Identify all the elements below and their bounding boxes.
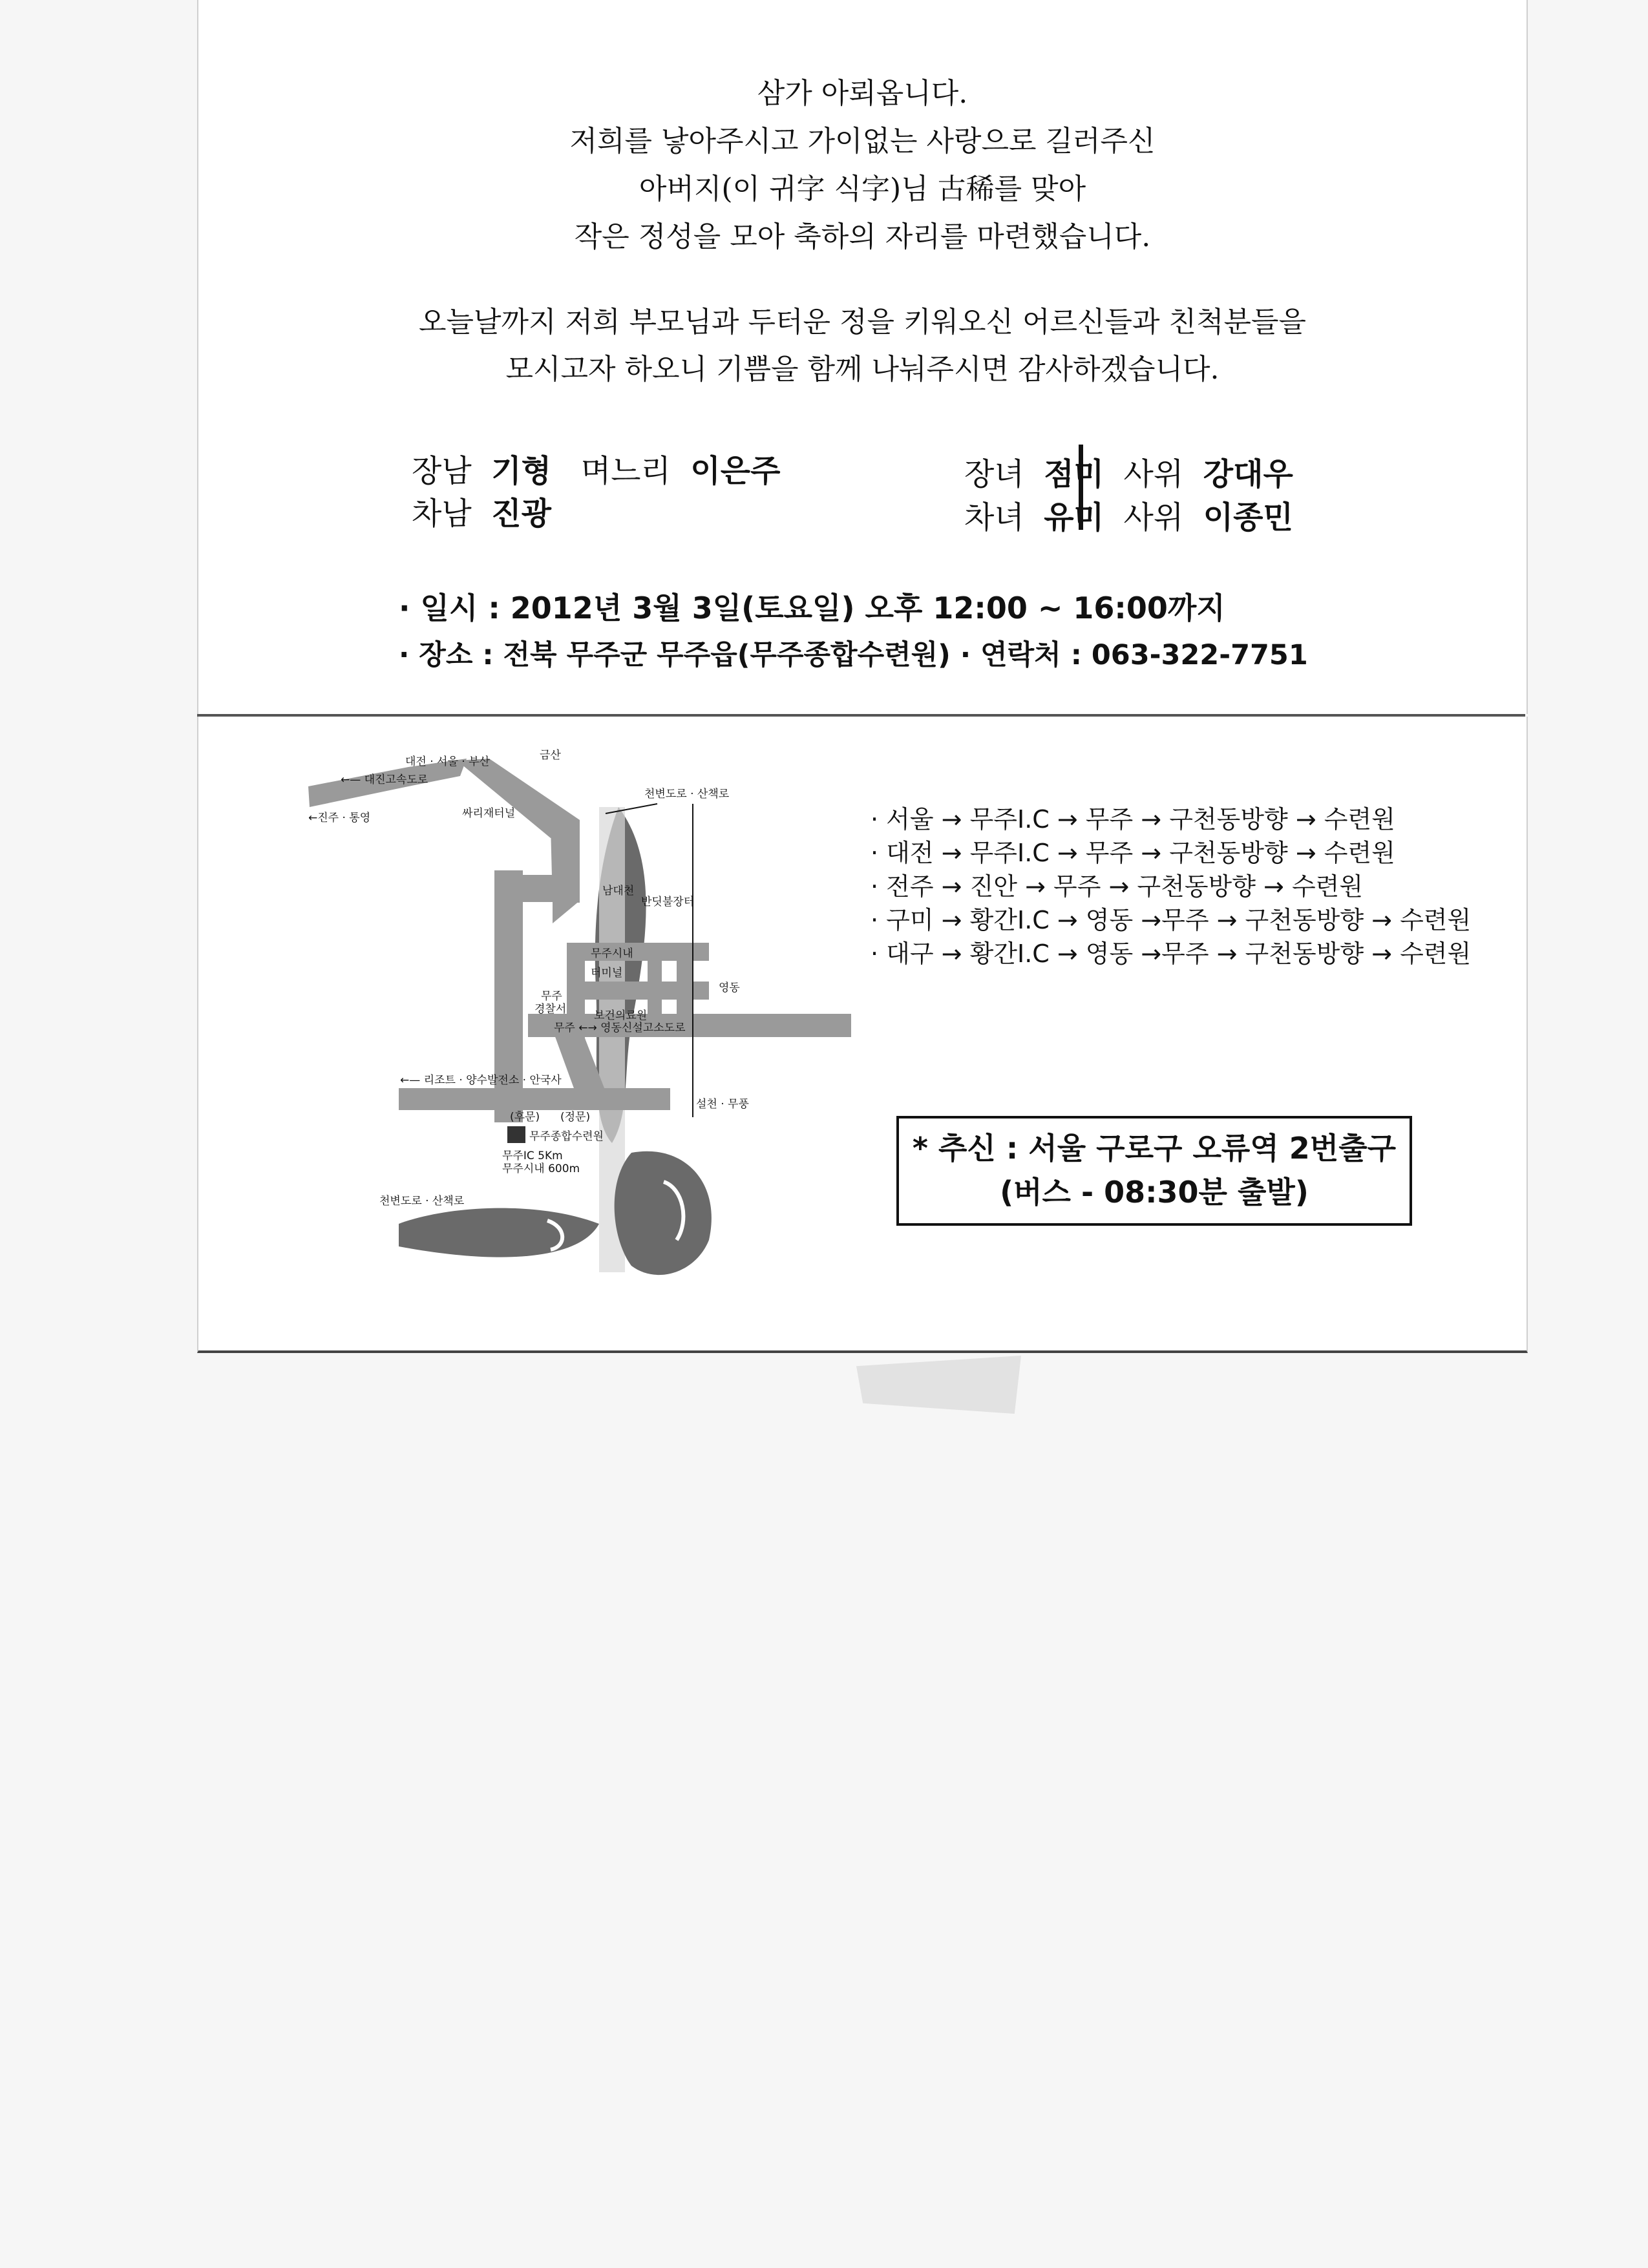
map-label: 경찰서 xyxy=(534,1003,567,1016)
greeting-line-2: 저희를 낳아주시고 가이없는 사랑으로 길러주신 xyxy=(569,125,1156,158)
family-spouse-name: 이종민 xyxy=(1203,499,1293,536)
map-label: 무주시내 600m xyxy=(502,1162,580,1175)
invitation-top-panel xyxy=(197,0,1528,714)
family-right-row-1 xyxy=(964,449,1293,494)
tape-strip xyxy=(856,1356,1021,1414)
route-gumi: · 구미 → 황간I.C → 영동 →무주 → 구천동방향 → 수련원 xyxy=(871,906,1472,934)
map-label: 반딧불장터 xyxy=(641,896,695,908)
map-label: 천변도로 · 산책로 xyxy=(644,788,730,801)
family-name: 점미 xyxy=(1044,456,1104,492)
family-left-row-2 xyxy=(412,488,551,533)
event-datetime: · 일시 : 2012년 3월 3일(토요일) 오후 12:00 ~ 16:00까지 xyxy=(399,591,1225,625)
lake xyxy=(615,1151,712,1275)
notice-line-2: (버스 - 08:30분 출발) xyxy=(1000,1175,1309,1210)
location-map xyxy=(295,730,948,1337)
map-label: 무주IC 5Km xyxy=(502,1150,563,1162)
route-seoul: · 서울 → 무주I.C → 무주 → 구천동방향 → 수련원 xyxy=(871,805,1395,834)
map-label: (정문) xyxy=(560,1111,591,1124)
map-label: 금산 xyxy=(540,749,561,762)
greeting-line-1: 삼가 아뢰옵니다. xyxy=(757,77,968,110)
map-label: 보건의료원 xyxy=(594,1009,648,1022)
family-role: 차녀 xyxy=(964,499,1024,536)
map-label: 대전 · 서울 · 부산 xyxy=(405,755,490,768)
route-jeonju: · 전주 → 진안 → 무주 → 구천동방향 → 수련원 xyxy=(871,872,1364,901)
map-label: 터미널 xyxy=(591,967,623,980)
map-label: 영동 xyxy=(719,982,740,994)
family-name: 유미 xyxy=(1044,499,1104,536)
family-role: 장남 xyxy=(412,453,472,489)
map-label: 무주 xyxy=(541,990,562,1003)
notice-line-1: * 추신 : 서울 구로구 오류역 2번출구 xyxy=(912,1131,1397,1166)
greeting-line-3: 아버지(이 귀字 식字)님 古稀를 맞아 xyxy=(639,173,1086,205)
map-label: (후문) xyxy=(510,1111,540,1124)
family-spouse-name: 강대우 xyxy=(1203,456,1293,492)
invitation-bottom-panel xyxy=(197,717,1528,1353)
family-role: 장녀 xyxy=(964,456,1024,492)
family-left-row-1 xyxy=(412,446,781,490)
greeting-line-5: 오늘날까지 저희 부모님과 두터운 정을 키워오신 어르신들과 친척분들을 xyxy=(418,306,1307,339)
training-center-building xyxy=(507,1126,525,1143)
map-label: 무주시내 xyxy=(591,947,633,960)
route-daegu: · 대구 → 황간I.C → 영동 →무주 → 구천동방향 → 수련원 xyxy=(871,940,1472,968)
family-role: 차남 xyxy=(412,496,472,532)
resort-road xyxy=(399,1088,670,1110)
family-right-row-2 xyxy=(964,492,1293,537)
family-spouse-role: 사위 xyxy=(1123,456,1184,492)
map-label: ←진주 · 통영 xyxy=(308,812,371,824)
family-name: 기형 xyxy=(491,453,552,489)
map-label: 남대천 xyxy=(602,885,635,898)
route-daejeon: · 대전 → 무주I.C → 무주 → 구천동방향 → 수련원 xyxy=(871,839,1395,867)
notice-box xyxy=(896,1116,1412,1226)
event-place: · 장소 : 전북 무주군 무주읍(무주종합수련원) · 연락처 : 063-322-7751 xyxy=(399,639,1308,671)
map-label: 설천 · 무풍 xyxy=(696,1098,749,1111)
riverside-lake xyxy=(399,1208,599,1257)
map-label: ←— 리조트 · 양수발전소 · 안국사 xyxy=(400,1074,562,1087)
family-name: 진광 xyxy=(491,496,552,532)
family-spouse-role: 며느리 xyxy=(580,453,671,489)
map-label: 싸리재터널 xyxy=(462,807,516,820)
map-label: 무주 ←→ 영동신설고소도로 xyxy=(554,1022,686,1034)
greeting-line-6: 모시고자 하오니 기쁨을 함께 나눠주시면 감사하겠습니다. xyxy=(505,353,1220,386)
map-label: ←— 대진고속도로 xyxy=(341,773,428,786)
map-label: 무주종합수련원 xyxy=(529,1130,604,1143)
family-spouse-role: 사위 xyxy=(1123,499,1184,536)
greeting-line-4: 작은 정성을 모아 축하의 자리를 마련했습니다. xyxy=(574,220,1151,253)
family-spouse-name: 이은주 xyxy=(690,453,781,489)
map-label: 천변도로 · 산책로 xyxy=(379,1195,465,1208)
